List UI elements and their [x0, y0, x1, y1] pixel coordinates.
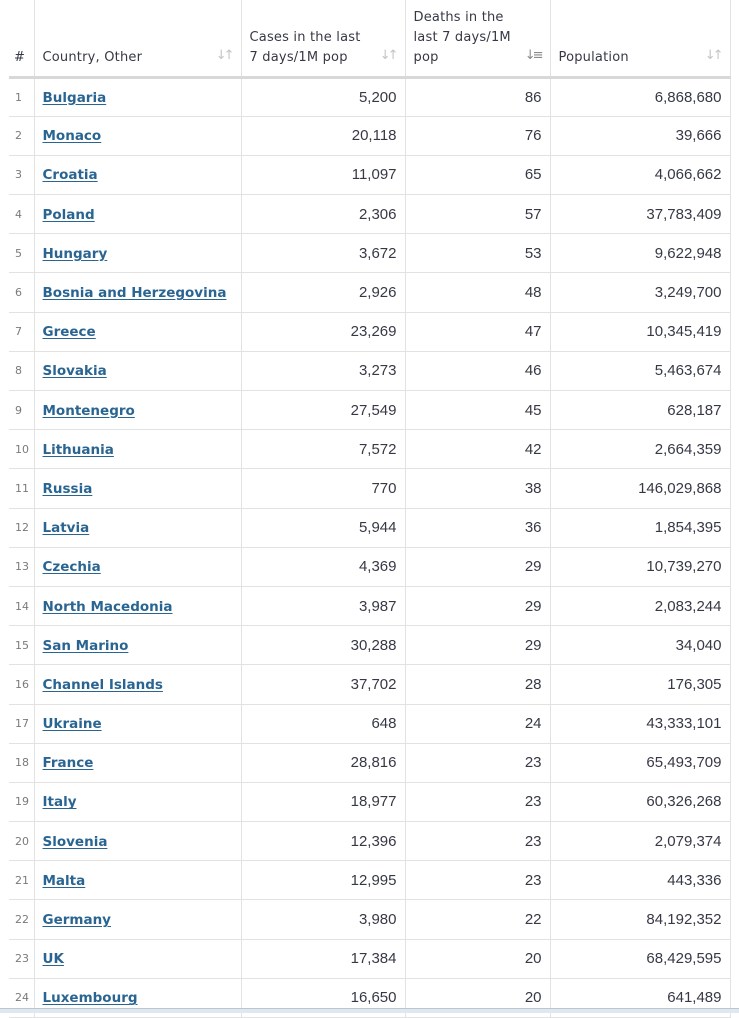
table-row [9, 822, 730, 861]
row-rank: 22 [9, 900, 34, 939]
sort-both-icon[interactable]: ↓↑ [216, 46, 232, 66]
country-link[interactable]: Lithuania [43, 442, 114, 458]
row-deaths: 45 [405, 391, 550, 430]
row-population: 176,305 [550, 665, 730, 704]
row-deaths: 22 [405, 900, 550, 939]
row-cases: 28,816 [241, 743, 405, 782]
table-row [9, 743, 730, 782]
sort-both-icon[interactable]: ↓↑ [705, 46, 721, 66]
table-row [9, 155, 730, 194]
row-rank: 21 [9, 861, 34, 900]
row-cases: 12,995 [241, 861, 405, 900]
row-cases: 2,926 [241, 273, 405, 312]
row-deaths: 76 [405, 116, 550, 155]
country-link[interactable]: UK [43, 951, 64, 967]
table-row [9, 273, 730, 312]
header-population[interactable] [550, 0, 730, 77]
row-deaths: 23 [405, 782, 550, 821]
row-country [34, 351, 241, 390]
country-link[interactable]: Luxembourg [43, 990, 138, 1006]
table-row [9, 861, 730, 900]
row-rank: 8 [9, 351, 34, 390]
country-link[interactable]: Germany [43, 912, 111, 928]
row-rank: 23 [9, 939, 34, 978]
row-cases: 30,288 [241, 626, 405, 665]
table-row [9, 312, 730, 351]
country-link[interactable]: Channel Islands [43, 677, 163, 693]
horizontal-scrollbar[interactable] [0, 1008, 739, 1013]
row-rank: 15 [9, 626, 34, 665]
row-country [34, 861, 241, 900]
row-population: 10,739,270 [550, 547, 730, 586]
country-link[interactable]: Malta [43, 873, 86, 889]
row-country [34, 782, 241, 821]
table-row [9, 77, 730, 116]
table-row [9, 469, 730, 508]
header-country-label: Country, Other [43, 48, 233, 68]
row-country [34, 626, 241, 665]
row-cases: 3,672 [241, 234, 405, 273]
row-cases: 770 [241, 469, 405, 508]
row-rank: 18 [9, 743, 34, 782]
row-cases: 17,384 [241, 939, 405, 978]
row-population: 2,083,244 [550, 586, 730, 625]
table-row [9, 430, 730, 469]
covid-table-container [9, 0, 730, 1018]
country-link[interactable]: Greece [43, 324, 96, 340]
country-link[interactable]: Slovakia [43, 363, 107, 379]
row-country [34, 586, 241, 625]
country-link[interactable]: Montenegro [43, 403, 135, 419]
row-cases: 37,702 [241, 665, 405, 704]
row-population: 4,066,662 [550, 155, 730, 194]
table-row [9, 939, 730, 978]
table-row [9, 234, 730, 273]
country-link[interactable]: Ukraine [43, 716, 102, 732]
row-rank: 12 [9, 508, 34, 547]
row-deaths: 24 [405, 704, 550, 743]
row-population: 10,345,419 [550, 312, 730, 351]
row-rank: 16 [9, 665, 34, 704]
row-deaths: 23 [405, 743, 550, 782]
row-country [34, 822, 241, 861]
header-cases-label: Cases in the last 7 days/1M pop [250, 28, 397, 68]
country-link[interactable]: Hungary [43, 246, 108, 262]
country-link[interactable]: Italy [43, 794, 77, 810]
table-header [9, 0, 730, 77]
row-cases: 27,549 [241, 391, 405, 430]
row-population: 146,029,868 [550, 469, 730, 508]
table-row [9, 900, 730, 939]
row-cases: 2,306 [241, 195, 405, 234]
row-population: 60,326,268 [550, 782, 730, 821]
row-cases: 3,987 [241, 586, 405, 625]
row-country [34, 234, 241, 273]
row-deaths: 29 [405, 547, 550, 586]
row-country [34, 312, 241, 351]
row-country [34, 195, 241, 234]
header-cases[interactable] [241, 0, 405, 77]
table-row [9, 391, 730, 430]
row-cases: 5,944 [241, 508, 405, 547]
row-population: 2,664,359 [550, 430, 730, 469]
country-link[interactable]: Monaco [43, 128, 102, 144]
country-link[interactable]: Bosnia and Herzegovina [43, 285, 227, 301]
sort-both-icon[interactable]: ↓↑ [380, 46, 396, 66]
row-population: 3,249,700 [550, 273, 730, 312]
header-rank: # [9, 0, 34, 77]
row-cases: 11,097 [241, 155, 405, 194]
row-deaths: 36 [405, 508, 550, 547]
covid-stats-table [9, 0, 731, 1018]
row-deaths: 53 [405, 234, 550, 273]
row-rank: 2 [9, 116, 34, 155]
row-population: 9,622,948 [550, 234, 730, 273]
row-population: 6,868,680 [550, 77, 730, 116]
country-link[interactable]: Russia [43, 481, 93, 497]
country-link[interactable]: San Marino [43, 638, 129, 654]
row-population: 43,333,101 [550, 704, 730, 743]
row-deaths: 29 [405, 586, 550, 625]
row-deaths: 48 [405, 273, 550, 312]
row-country [34, 155, 241, 194]
row-cases: 648 [241, 704, 405, 743]
row-rank: 4 [9, 195, 34, 234]
row-rank: 19 [9, 782, 34, 821]
row-deaths: 23 [405, 861, 550, 900]
table-row [9, 195, 730, 234]
header-country[interactable] [34, 0, 241, 77]
row-country [34, 469, 241, 508]
row-population: 443,336 [550, 861, 730, 900]
row-cases: 23,269 [241, 312, 405, 351]
country-link[interactable]: North Macedonia [43, 599, 173, 615]
row-rank: 20 [9, 822, 34, 861]
row-country [34, 273, 241, 312]
row-country [34, 939, 241, 978]
table-row [9, 508, 730, 547]
table-row [9, 116, 730, 155]
row-population: 628,187 [550, 391, 730, 430]
row-country [34, 704, 241, 743]
row-deaths: 46 [405, 351, 550, 390]
country-link[interactable]: France [43, 755, 94, 771]
row-country [34, 547, 241, 586]
table-row [9, 704, 730, 743]
row-cases: 18,977 [241, 782, 405, 821]
row-deaths: 29 [405, 626, 550, 665]
table-row [9, 351, 730, 390]
row-rank: 9 [9, 391, 34, 430]
row-country [34, 430, 241, 469]
header-deaths[interactable] [405, 0, 550, 77]
row-population: 641,489 [550, 978, 730, 1017]
row-deaths: 65 [405, 155, 550, 194]
table-row [9, 665, 730, 704]
table-body [9, 77, 730, 1018]
row-rank: 10 [9, 430, 34, 469]
row-rank: 6 [9, 273, 34, 312]
row-cases: 3,273 [241, 351, 405, 390]
row-deaths: 20 [405, 939, 550, 978]
row-rank: 5 [9, 234, 34, 273]
row-cases: 4,369 [241, 547, 405, 586]
row-deaths: 23 [405, 822, 550, 861]
row-country [34, 900, 241, 939]
row-deaths: 86 [405, 77, 550, 116]
country-link[interactable]: Croatia [43, 167, 98, 183]
row-population: 5,463,674 [550, 351, 730, 390]
row-rank: 14 [9, 586, 34, 625]
country-link[interactable]: Bulgaria [43, 90, 107, 106]
row-deaths: 28 [405, 665, 550, 704]
row-country [34, 665, 241, 704]
row-population: 2,079,374 [550, 822, 730, 861]
country-link[interactable]: Slovenia [43, 834, 108, 850]
table-row [9, 626, 730, 665]
row-population: 39,666 [550, 116, 730, 155]
row-cases: 7,572 [241, 430, 405, 469]
row-population: 84,192,352 [550, 900, 730, 939]
row-population: 34,040 [550, 626, 730, 665]
row-rank: 1 [9, 77, 34, 116]
row-country [34, 508, 241, 547]
row-country [34, 743, 241, 782]
row-rank: 24 [9, 978, 34, 1017]
header-deaths-label: Deaths in the last 7 days/1M pop [414, 8, 542, 68]
row-cases: 16,650 [241, 978, 405, 1017]
row-deaths: 42 [405, 430, 550, 469]
row-country [34, 391, 241, 430]
table-row [9, 586, 730, 625]
header-population-label: Population [559, 48, 722, 68]
row-population: 37,783,409 [550, 195, 730, 234]
row-population: 1,854,395 [550, 508, 730, 547]
row-rank: 3 [9, 155, 34, 194]
row-population: 68,429,595 [550, 939, 730, 978]
sort-descending-icon[interactable]: ↓≡ [525, 46, 541, 66]
table-row [9, 547, 730, 586]
country-link[interactable]: Latvia [43, 520, 90, 536]
row-country [34, 116, 241, 155]
country-link[interactable]: Czechia [43, 559, 101, 575]
row-rank: 17 [9, 704, 34, 743]
row-deaths: 38 [405, 469, 550, 508]
table-row [9, 782, 730, 821]
row-rank: 11 [9, 469, 34, 508]
row-population: 65,493,709 [550, 743, 730, 782]
row-deaths: 20 [405, 978, 550, 1017]
row-deaths: 47 [405, 312, 550, 351]
row-cases: 3,980 [241, 900, 405, 939]
row-cases: 20,118 [241, 116, 405, 155]
row-country [34, 77, 241, 116]
row-cases: 12,396 [241, 822, 405, 861]
row-rank: 7 [9, 312, 34, 351]
country-link[interactable]: Poland [43, 207, 95, 223]
row-deaths: 57 [405, 195, 550, 234]
row-cases: 5,200 [241, 77, 405, 116]
row-rank: 13 [9, 547, 34, 586]
